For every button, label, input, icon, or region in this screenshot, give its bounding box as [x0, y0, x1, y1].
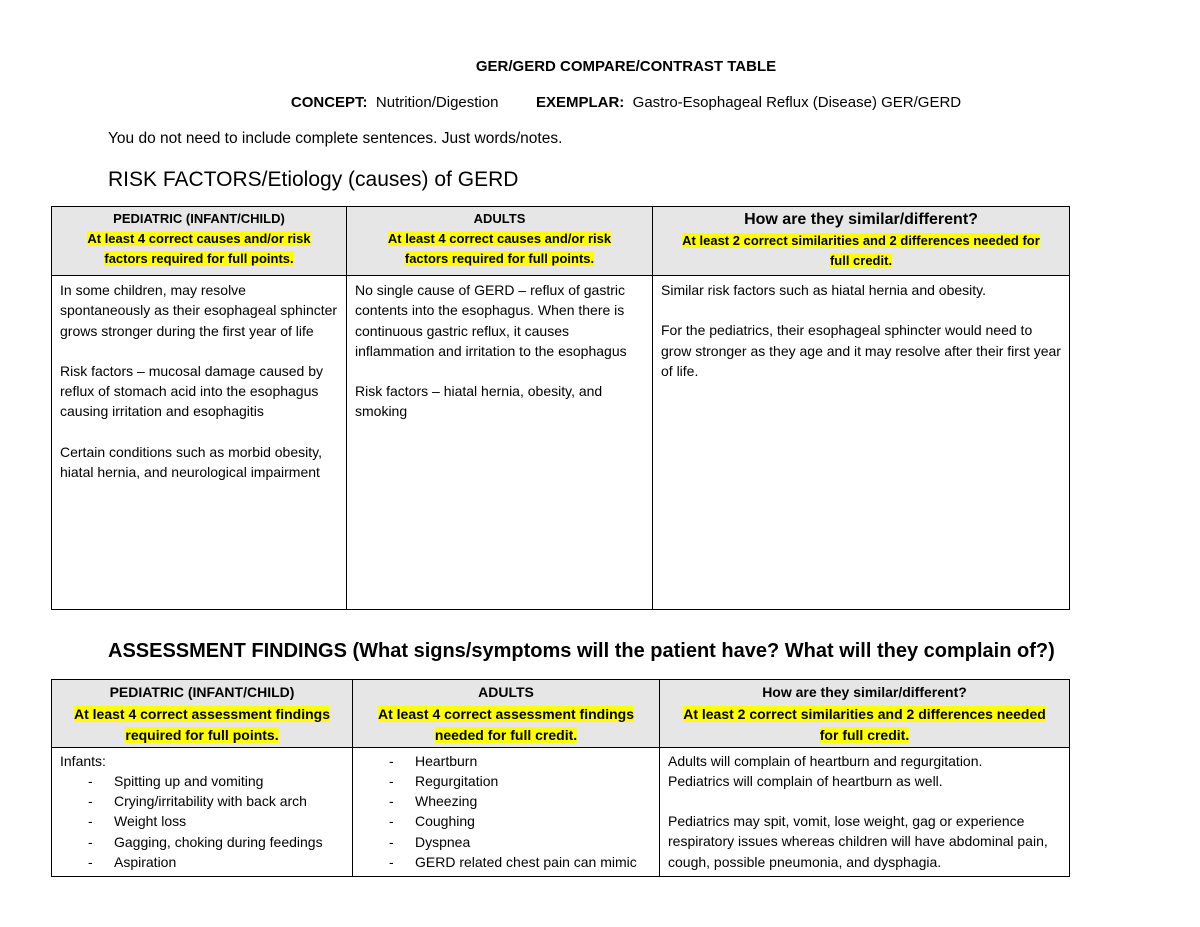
requirement-highlight: At least 4 correct assessment findings	[378, 705, 634, 722]
header-adults	[353, 680, 660, 748]
risk-section-heading: RISK FACTORS/Etiology (causes) of GERD	[108, 168, 519, 191]
cell-paragraph: Risk factors – mucosal damage caused by reflux of stomach acid into the esophagus causing irritation and esophagitis	[60, 362, 324, 420]
list-item: - Spitting up and vomiting	[88, 771, 344, 791]
header-pediatric	[52, 680, 353, 748]
requirement-highlight: factors required for full points.	[104, 251, 294, 266]
requirement-highlight: At least 2 correct similarities and 2 differences needed for	[682, 233, 1040, 248]
symptom-list	[60, 771, 344, 872]
header-title: How are they similar/different?	[744, 211, 978, 228]
compare-assessment-cell[interactable]	[660, 747, 1070, 876]
cell-intro: Infants:	[60, 752, 106, 769]
table-header-row	[52, 207, 1070, 276]
requirement-highlight: required for full points.	[125, 727, 279, 743]
header-title: PEDIATRIC (INFANT/CHILD)	[109, 684, 295, 700]
list-item: - Gagging, choking during feedings	[88, 832, 344, 852]
list-item: - Weight loss	[88, 811, 344, 831]
table-row	[52, 747, 1070, 876]
requirement-highlight: for full credit.	[819, 727, 910, 743]
table-row	[52, 276, 1070, 610]
list-item: - Aspiration	[88, 852, 344, 872]
pediatric-assessment-cell[interactable]	[52, 747, 353, 876]
requirement-highlight: needed for full credit.	[434, 727, 578, 743]
list-item: - Coughing	[389, 811, 651, 831]
requirement-highlight: full credit.	[829, 253, 893, 268]
list-item: - Crying/irritability with back arch	[88, 791, 344, 811]
instruction-note: You do not need to include complete sentences. Just words/notes.	[108, 130, 563, 147]
requirement-highlight: At least 4 correct causes and/or risk	[387, 231, 612, 246]
header-title: ADULTS	[473, 211, 526, 226]
cell-paragraph: Similar risk factors such as hiatal hernia and obesity.	[661, 282, 986, 298]
header-compare	[660, 680, 1070, 748]
pediatric-risk-cell[interactable]	[52, 276, 347, 610]
cell-paragraph: Pediatrics may spit, vomit, lose weight, gag or experience respiratory issues whereas children will have abdominal pain, cough, possible pneumonia, and dysphagia.	[668, 813, 1048, 870]
symptom-list	[361, 751, 651, 873]
assessment-section-heading: ASSESSMENT FINDINGS (What signs/symptoms will the patient have? What will they complain of?)	[108, 640, 1055, 662]
cell-paragraph: Certain conditions such as morbid obesity, hiatal hernia, and neurological impairment	[60, 443, 322, 481]
adults-assessment-cell[interactable]	[353, 747, 660, 876]
header-compare	[653, 207, 1070, 276]
header-adults	[347, 207, 653, 276]
document-title: GER/GERD COMPARE/CONTRAST TABLE	[475, 58, 777, 75]
cell-paragraph: In some children, may resolve spontaneously as their esophageal sphincter grows stronger during the first year of life	[60, 282, 338, 339]
requirement-highlight: At least 4 correct assessment findings	[74, 705, 330, 722]
concept-label: CONCEPT:	[290, 94, 368, 111]
cell-paragraph: No single cause of GERD – reflux of gastric contents into the esophagus. When there is continuous gastric reflux, it causes inflammation and irritation to the esophagus	[355, 282, 627, 359]
requirement-highlight: At least 4 correct causes and/or risk	[87, 231, 311, 246]
cell-line: Pediatrics will complain of heartburn as well.	[668, 772, 943, 789]
header-title: ADULTS	[478, 684, 534, 700]
list-item: - Regurgitation	[389, 771, 651, 791]
list-item: - Dyspnea	[389, 832, 651, 852]
list-item: - Wheezing	[389, 791, 651, 811]
header-title: PEDIATRIC (INFANT/CHILD)	[113, 211, 285, 226]
cell-paragraph: For the pediatrics, their esophageal sphincter would need to grow stronger as they age and it may resolve after their first year of life.	[661, 322, 1061, 379]
cell-line: Adults will complain of heartburn and regurgitation.	[668, 752, 983, 769]
requirement-highlight: At least 2 correct similarities and 2 differences needed	[683, 705, 1046, 722]
header-title: How are they similar/different?	[762, 684, 967, 700]
exemplar-label: EXEMPLAR:	[535, 94, 625, 111]
list-item: - GERD related chest pain can mimic	[389, 852, 651, 872]
risk-factors-table	[51, 206, 1070, 610]
assessment-findings-table	[51, 679, 1070, 877]
requirement-highlight: factors required for full points.	[404, 251, 595, 266]
list-item: - Heartburn	[389, 751, 651, 771]
exemplar-value: Gastro-Esophageal Reflux (Disease) GER/GERD	[632, 94, 962, 111]
adults-risk-cell[interactable]	[347, 276, 653, 610]
table-header-row	[52, 680, 1070, 748]
header-pediatric	[52, 207, 347, 276]
cell-paragraph: Risk factors – hiatal hernia, obesity, and smoking	[355, 383, 603, 420]
compare-risk-cell[interactable]	[653, 276, 1070, 610]
concept-line	[0, 94, 1200, 111]
concept-value: Nutrition/Digestion	[375, 94, 499, 111]
